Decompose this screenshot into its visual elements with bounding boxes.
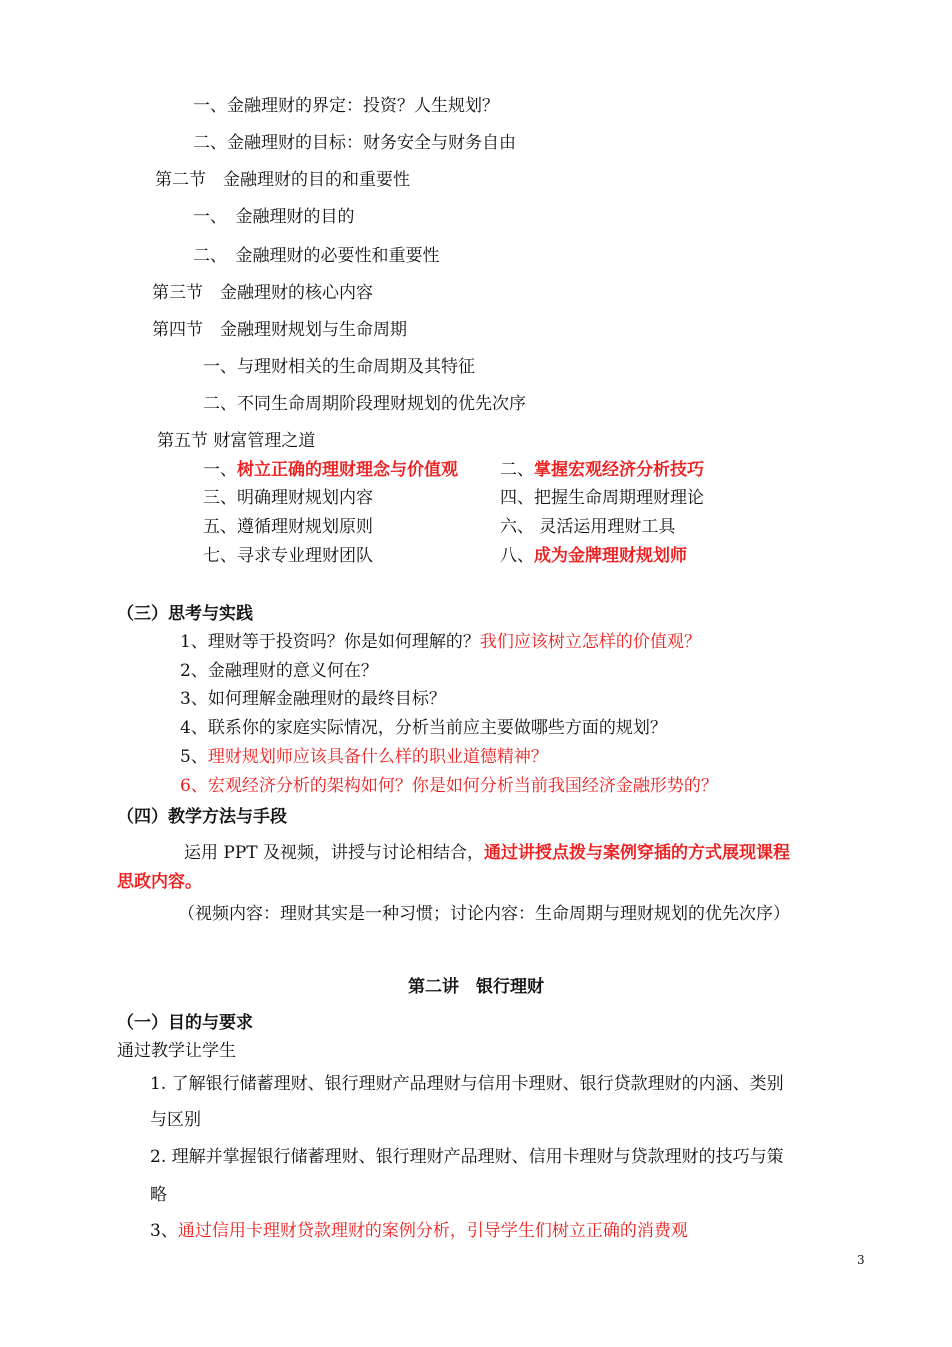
methods-heading: （四）教学方法与手段 <box>117 807 287 827</box>
item-highlight: 成为金牌理财规划师 <box>534 546 687 566</box>
question-number: 5、 <box>180 747 208 767</box>
goal-1-line-1: 1. 了解银行储蓄理财、银行理财产品理财与信用卡理财、银行贷款理财的内涵、类别 <box>150 1074 784 1094</box>
methods-paragraph-line-2: 思政内容。 <box>117 872 202 892</box>
section-5-item-2 <box>500 459 704 481</box>
section-4-item-1: 一、与理财相关的生命周期及其特征 <box>203 357 475 377</box>
practice-question-3: 3、如何理解金融理财的最终目标？ <box>180 689 446 709</box>
item-prefix: 一、 <box>203 460 237 480</box>
methods-note: （视频内容：理财其实是一种习惯；讨论内容：生命周期与理财规划的优先次序） <box>178 904 790 924</box>
practice-question-5 <box>180 746 548 768</box>
outline-line-2: 二、金融理财的目标：财务安全与财务自由 <box>193 133 516 153</box>
page-number: 3 <box>857 1253 865 1267</box>
section-4-item-2: 二、不同生命周期阶段理财规划的优先次序 <box>203 394 526 414</box>
goals-intro: 通过教学让学生 <box>117 1041 236 1061</box>
section-5-item-1 <box>203 459 458 481</box>
section-2-item-1: 一、 金融理财的目的 <box>193 207 355 227</box>
question-highlight: 理财规划师应该具备什么样的职业道德精神？ <box>207 747 548 767</box>
practice-question-6: 6、宏观经济分析的架构如何？你是如何分析当前我国经济金融形势的？ <box>180 776 718 796</box>
methods-text: 运用 PPT 及视频，讲授与讨论相结合， <box>184 843 485 863</box>
goal-2-line-1: 2. 理解并掌握银行储蓄理财、银行理财产品理财、信用卡理财与贷款理财的技巧与策 <box>150 1147 784 1167</box>
goals-heading: （一）目的与要求 <box>117 1013 253 1033</box>
item-prefix: 二、 <box>500 460 534 480</box>
lecture-title: 第二讲 银行理财 <box>408 977 544 997</box>
section-2-heading: 第二节 金融理财的目的和重要性 <box>155 170 410 190</box>
section-5-item-8 <box>500 545 687 567</box>
methods-paragraph-line-1 <box>184 842 790 864</box>
section-5-item-3: 三、明确理财规划内容 <box>203 488 373 508</box>
section-5-heading: 第五节 财富管理之道 <box>157 431 316 451</box>
practice-question-2: 2、金融理财的意义何在？ <box>180 661 378 681</box>
section-5-item-6: 六、 灵活运用理财工具 <box>500 517 676 537</box>
practice-question-1 <box>180 631 701 653</box>
section-4-heading: 第四节 金融理财规划与生命周期 <box>152 320 407 340</box>
practice-heading: （三）思考与实践 <box>117 604 253 624</box>
section-5-item-4: 四、把握生命周期理财理论 <box>500 488 704 508</box>
section-5-item-7: 七、寻求专业理财团队 <box>203 546 373 566</box>
item-prefix: 八、 <box>500 546 534 566</box>
item-highlight: 掌握宏观经济分析技巧 <box>534 460 704 480</box>
section-5-item-5: 五、遵循理财规划原则 <box>203 517 373 537</box>
section-2-item-2: 二、 金融理财的必要性和重要性 <box>193 246 440 266</box>
question-text: 1、理财等于投资吗？你是如何理解的？ <box>180 632 480 652</box>
outline-line-1: 一、金融理财的界定：投资？人生规划？ <box>193 96 499 116</box>
item-highlight: 树立正确的理财理念与价值观 <box>237 460 458 480</box>
section-3-heading: 第三节 金融理财的核心内容 <box>152 283 373 303</box>
goal-number: 3、 <box>150 1221 178 1241</box>
goal-2-line-2: 略 <box>150 1185 167 1205</box>
methods-highlight: 通过讲授点拨与案例穿插的方式展现课程 <box>484 843 791 863</box>
goal-highlight: 通过信用卡理财贷款理财的案例分析，引导学生们树立正确的消费观 <box>177 1221 688 1241</box>
goal-1-line-2: 与区别 <box>150 1110 201 1130</box>
practice-question-4: 4、联系你的家庭实际情况，分析当前应主要做哪些方面的规划？ <box>180 718 667 738</box>
question-highlight: 我们应该树立怎样的价值观？ <box>479 632 701 652</box>
goal-3 <box>150 1220 688 1242</box>
